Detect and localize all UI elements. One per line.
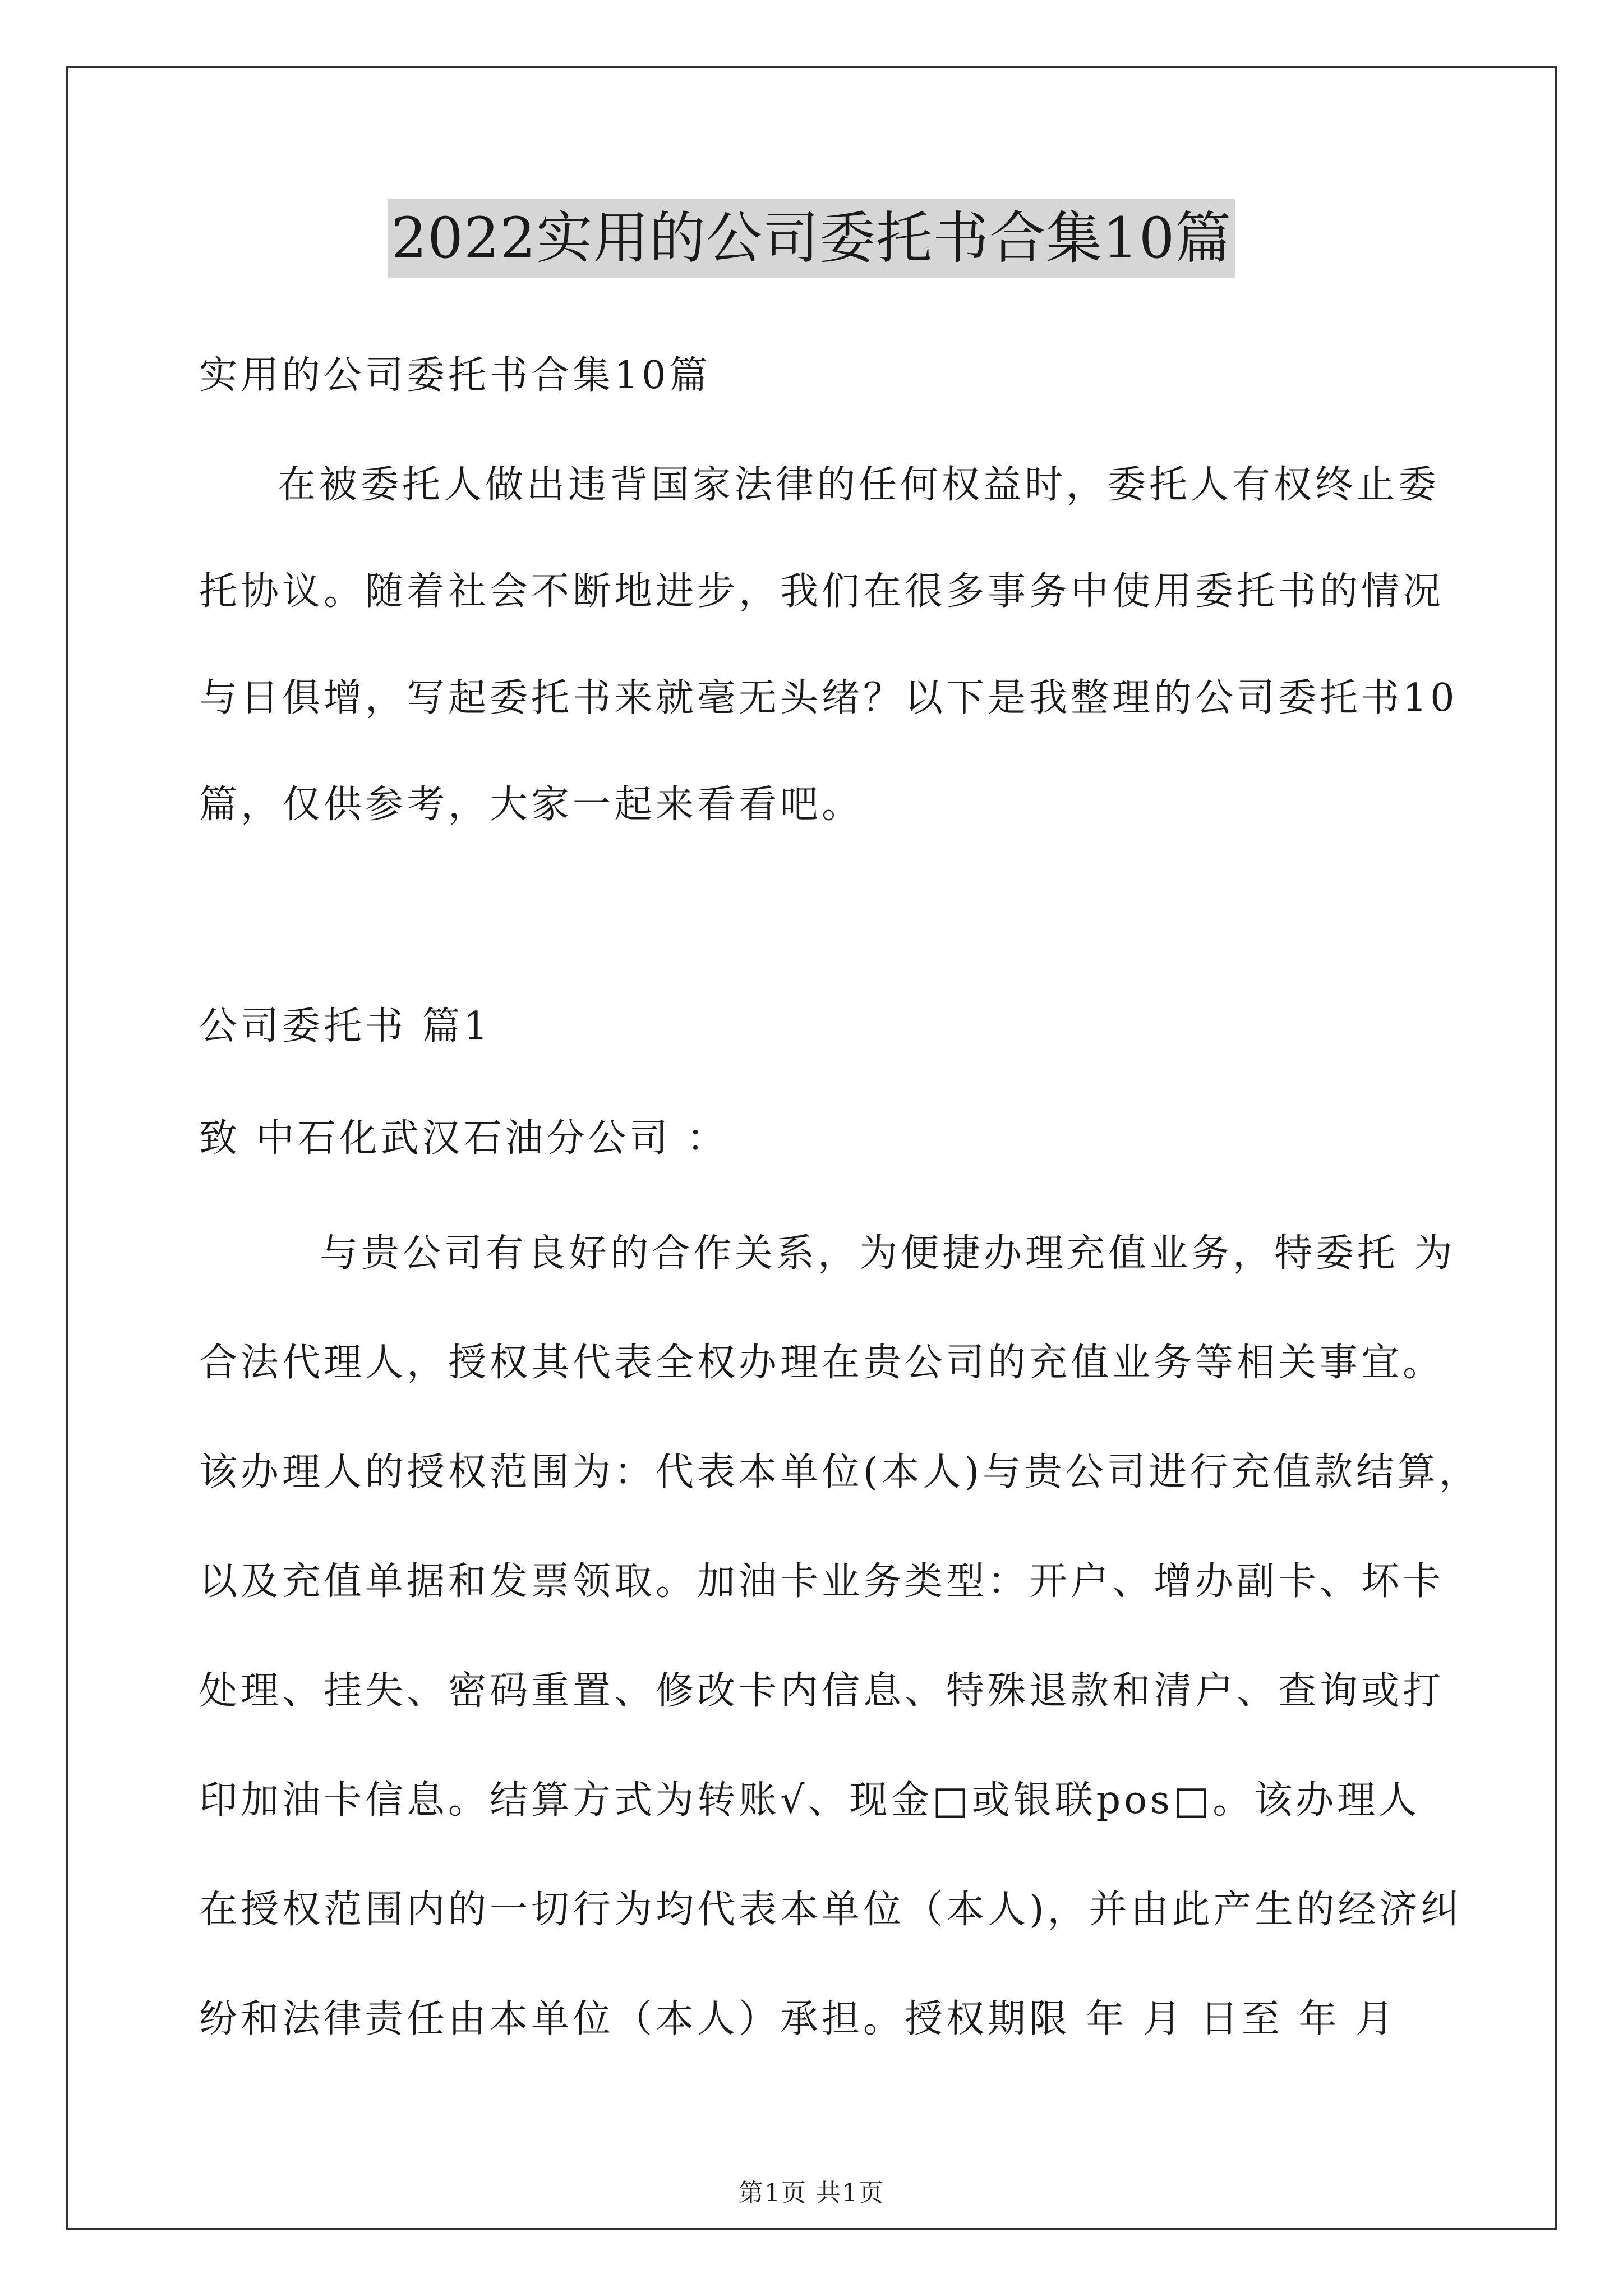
body-line: 该办理人的授权范围为：代表本单位(本人)与贵公司进行充值款结算， bbox=[199, 1450, 1481, 1494]
body-line: 印加油卡信息。结算方式为转账√、现金□或银联pos□。该办理人 bbox=[199, 1778, 1421, 1823]
intro-line: 与日俱增，写起委托书来就毫无头绪？以下是我整理的公司委托书10 bbox=[199, 676, 1458, 720]
section-heading: 公司委托书 篇1 bbox=[199, 1004, 491, 1048]
body-line: 在授权范围内的一切行为均代表本单位（本人)，并由此产生的经济纠 bbox=[199, 1888, 1463, 1932]
intro-line: 篇，仅供参考，大家一起来看看吧。 bbox=[199, 783, 864, 827]
title-container bbox=[0, 199, 1623, 278]
body-line: 纷和法律责任由本单位（本人）承担。授权期限 年 月 日至 年 月 bbox=[199, 1997, 1398, 2041]
addressee: 致 中石化武汉石油分公司 ： bbox=[199, 1116, 728, 1161]
page-indicator: 第1页 共1页 bbox=[739, 2179, 884, 2207]
intro-line: 在被委托人做出违背国家法律的任何权益时，委托人有权终止委 bbox=[278, 463, 1440, 507]
body-line: 合法代理人，授权其代表全权办理在贵公司的充值业务等相关事宜。 bbox=[199, 1341, 1445, 1385]
body-line: 处理、挂失、密码重置、修改卡内信息、特殊退款和清户、查询或打 bbox=[199, 1669, 1445, 1713]
body-line: 以及充值单据和发票领取。加油卡业务类型：开户、增办副卡、坏卡 bbox=[199, 1559, 1445, 1604]
document-subtitle: 实用的公司委托书合集10篇 bbox=[199, 353, 711, 398]
document-title: 2022实用的公司委托书合集10篇 bbox=[388, 199, 1235, 278]
body-line: 与贵公司有良好的合作关系，为便捷办理充值业务，特委托 为 bbox=[320, 1231, 1456, 1276]
intro-line: 托协议。随着社会不断地进步，我们在很多事务中使用委托书的情况 bbox=[199, 569, 1445, 614]
page-footer bbox=[0, 2177, 1623, 2210]
